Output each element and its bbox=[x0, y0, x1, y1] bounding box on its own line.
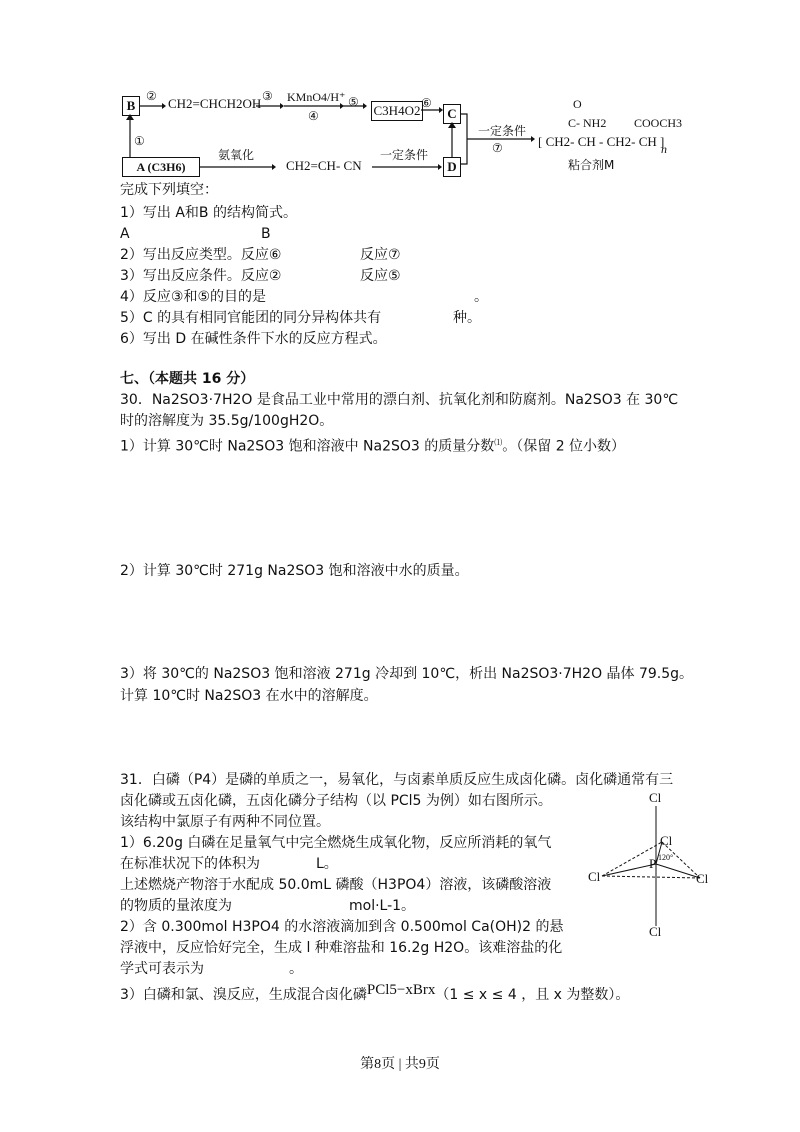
q29-part3-b: 反应⑤ bbox=[360, 268, 401, 284]
acrylonitrile: CH2=CH- CN bbox=[286, 158, 362, 173]
q29-part6: 6）写出 D 在碱性条件下水的反应方程式。 bbox=[120, 331, 387, 347]
q29-part5-end: 种。 bbox=[453, 310, 481, 326]
q31-range: （1 ≤ x ≤ 4 ，且 x 为整数）。 bbox=[435, 987, 630, 1003]
q31-line5-end: L。 bbox=[316, 856, 338, 872]
cl-right: Cl bbox=[696, 871, 709, 886]
angle-label: 120° bbox=[658, 853, 674, 862]
step-3-label: ③ bbox=[262, 89, 273, 103]
condition-label-2: 一定条件 bbox=[478, 124, 527, 138]
arrow-d-to-c bbox=[444, 122, 460, 158]
arrow-6 bbox=[421, 106, 443, 116]
q30-part1 bbox=[120, 433, 625, 457]
q29-part2-b: 反应⑦ bbox=[360, 247, 401, 263]
polymer-ester: COOCH3 bbox=[634, 116, 683, 130]
q29-intro: 完成下列填空： bbox=[120, 182, 218, 198]
step-4-label: ④ bbox=[308, 109, 319, 123]
box-a: A (C3H6) bbox=[122, 157, 200, 177]
arrow-ammox bbox=[200, 162, 276, 172]
box-b: B bbox=[122, 96, 140, 116]
polymer-chain: [ CH2- CH - CH2- CH ] bbox=[538, 134, 665, 149]
cl-left: Cl bbox=[588, 869, 601, 884]
q30-part1-end: 。（保留 2 位小数） bbox=[502, 438, 626, 455]
q30-part1-mark: ⑴ bbox=[494, 438, 503, 447]
polymer-o: O bbox=[573, 97, 582, 111]
q30-part3-line2: 计算 10℃时 Na2SO3 在水中的溶解度。 bbox=[120, 688, 378, 704]
q31-line8: 2）含 0.300mol H3PO4 的水溶液滴加到含 0.500mol Ca(OH)2 的悬 bbox=[120, 919, 564, 935]
q30-part2: 2）计算 30℃时 271g Na2SO3 饱和溶液中水的质量。 bbox=[120, 563, 469, 579]
q29-part2: 2）写出反应类型。反应⑥ bbox=[120, 247, 282, 263]
box-d: D bbox=[443, 157, 461, 177]
q31-line2: 卤化磷或五卤化磷，五卤化磷分子结构（以 PCl5 为例）如右图所示。 bbox=[120, 793, 552, 809]
polymer-label: 粘合剂M bbox=[568, 158, 615, 172]
page-footer: 第8页 | 共9页 bbox=[360, 1057, 440, 1072]
q31-line7-end: mol·L-1。 bbox=[349, 898, 416, 914]
polymer-n: n bbox=[661, 142, 667, 156]
q31-line10-end: 。 bbox=[289, 961, 303, 977]
q31-line6: 上述燃烧产物溶于水配成 50.0mL 磷酸（H3PO4）溶液，该磷酸溶液 bbox=[120, 877, 552, 893]
q31-line11-text: 3）白磷和氯、溴反应，生成混合卤化磷 bbox=[120, 987, 367, 1003]
section-7-heading: 七、（本题共 16 分） bbox=[120, 371, 255, 387]
step-7-label: ⑦ bbox=[492, 141, 503, 155]
mixed-halide-formula: PCl5−xBrx bbox=[366, 982, 436, 998]
q30-line1: 30．Na2SO3·7H2O 是食品工业中常用的漂白剂、抗氧化剂和防腐剂。Na2SO3 在 30℃ bbox=[120, 392, 679, 408]
arrow-3 bbox=[256, 100, 284, 110]
arrow-2 bbox=[140, 100, 166, 110]
bracket-arrow-7 bbox=[459, 112, 535, 168]
step-1-label: ① bbox=[134, 134, 145, 148]
step-5-label: ⑤ bbox=[348, 95, 359, 109]
q30-part1-text: 1）计算 30℃时 Na2SO3 饱和溶液中 Na2SO3 的质量分数 bbox=[120, 438, 495, 455]
polymer-amide: C- NH2 bbox=[568, 116, 607, 130]
allyl-alcohol: CH2=CHCH2OH bbox=[168, 96, 262, 111]
q31-line5: 在标准状况下的体积为 bbox=[120, 856, 260, 872]
box-c: C bbox=[443, 104, 461, 124]
q29-part1: 1）写出 A和B 的结构简式。 bbox=[120, 205, 297, 221]
q29-part4: 4）反应③和⑤的目的是 bbox=[120, 289, 267, 305]
q31-line7: 的物质的量浓度为 bbox=[120, 898, 232, 914]
q31-line11 bbox=[120, 982, 630, 1005]
q31-line1: 31．白磷（P4）是磷的单质之一，易氧化，与卤素单质反应生成卤化磷。卤化磷通常有三 bbox=[120, 772, 674, 788]
p-atom: P bbox=[649, 856, 657, 871]
box-c3h4o2: C3H4O2 bbox=[371, 101, 423, 121]
q29-part1-b: B bbox=[261, 226, 271, 242]
cl-upper: Cl bbox=[660, 833, 673, 848]
step-2-label: ② bbox=[146, 89, 157, 103]
q29-part1-a: A bbox=[120, 226, 130, 242]
cl-top: Cl bbox=[649, 790, 662, 805]
arrow-5 bbox=[343, 103, 367, 113]
q31-line10: 学式可表示为 bbox=[120, 961, 204, 977]
q31-line9: 浮液中，反应恰好完全，生成 l 种难溶盐和 16.2g H2O。该难溶盐的化 bbox=[120, 940, 563, 956]
q31-line4: 1）6.20g 白磷在足量氧气中完全燃烧生成氧化物，反应所消耗的氧气 bbox=[120, 835, 552, 851]
q30-part3-line1: 3）将 30℃的 Na2SO3 饱和溶液 271g 冷却到 10℃，析出 Na2SO3·7H2O 晶体 79.5g。 bbox=[120, 666, 694, 682]
q29-part5: 5）C 的具有相同官能团的同分异构体共有 bbox=[120, 310, 382, 326]
cl-bottom: Cl bbox=[649, 924, 662, 939]
arrow-cond bbox=[372, 162, 442, 172]
kmno4-label: KMnO4/H⁺ bbox=[287, 90, 346, 104]
q31-line3: 该结构中氯原子有两种不同位置。 bbox=[120, 814, 330, 830]
step-6-label: ⑥ bbox=[421, 96, 432, 110]
q30-line2: 时的溶解度为 35.5g/100gH2O。 bbox=[120, 413, 334, 429]
pcl5-structure-diagram bbox=[580, 786, 720, 946]
q29-part4-end: 。 bbox=[474, 289, 488, 305]
condition-label-1: 一定条件 bbox=[380, 148, 429, 162]
q29-part3: 3）写出反应条件。反应② bbox=[120, 268, 282, 284]
ammoxidation-label: 氨氧化 bbox=[218, 148, 255, 162]
